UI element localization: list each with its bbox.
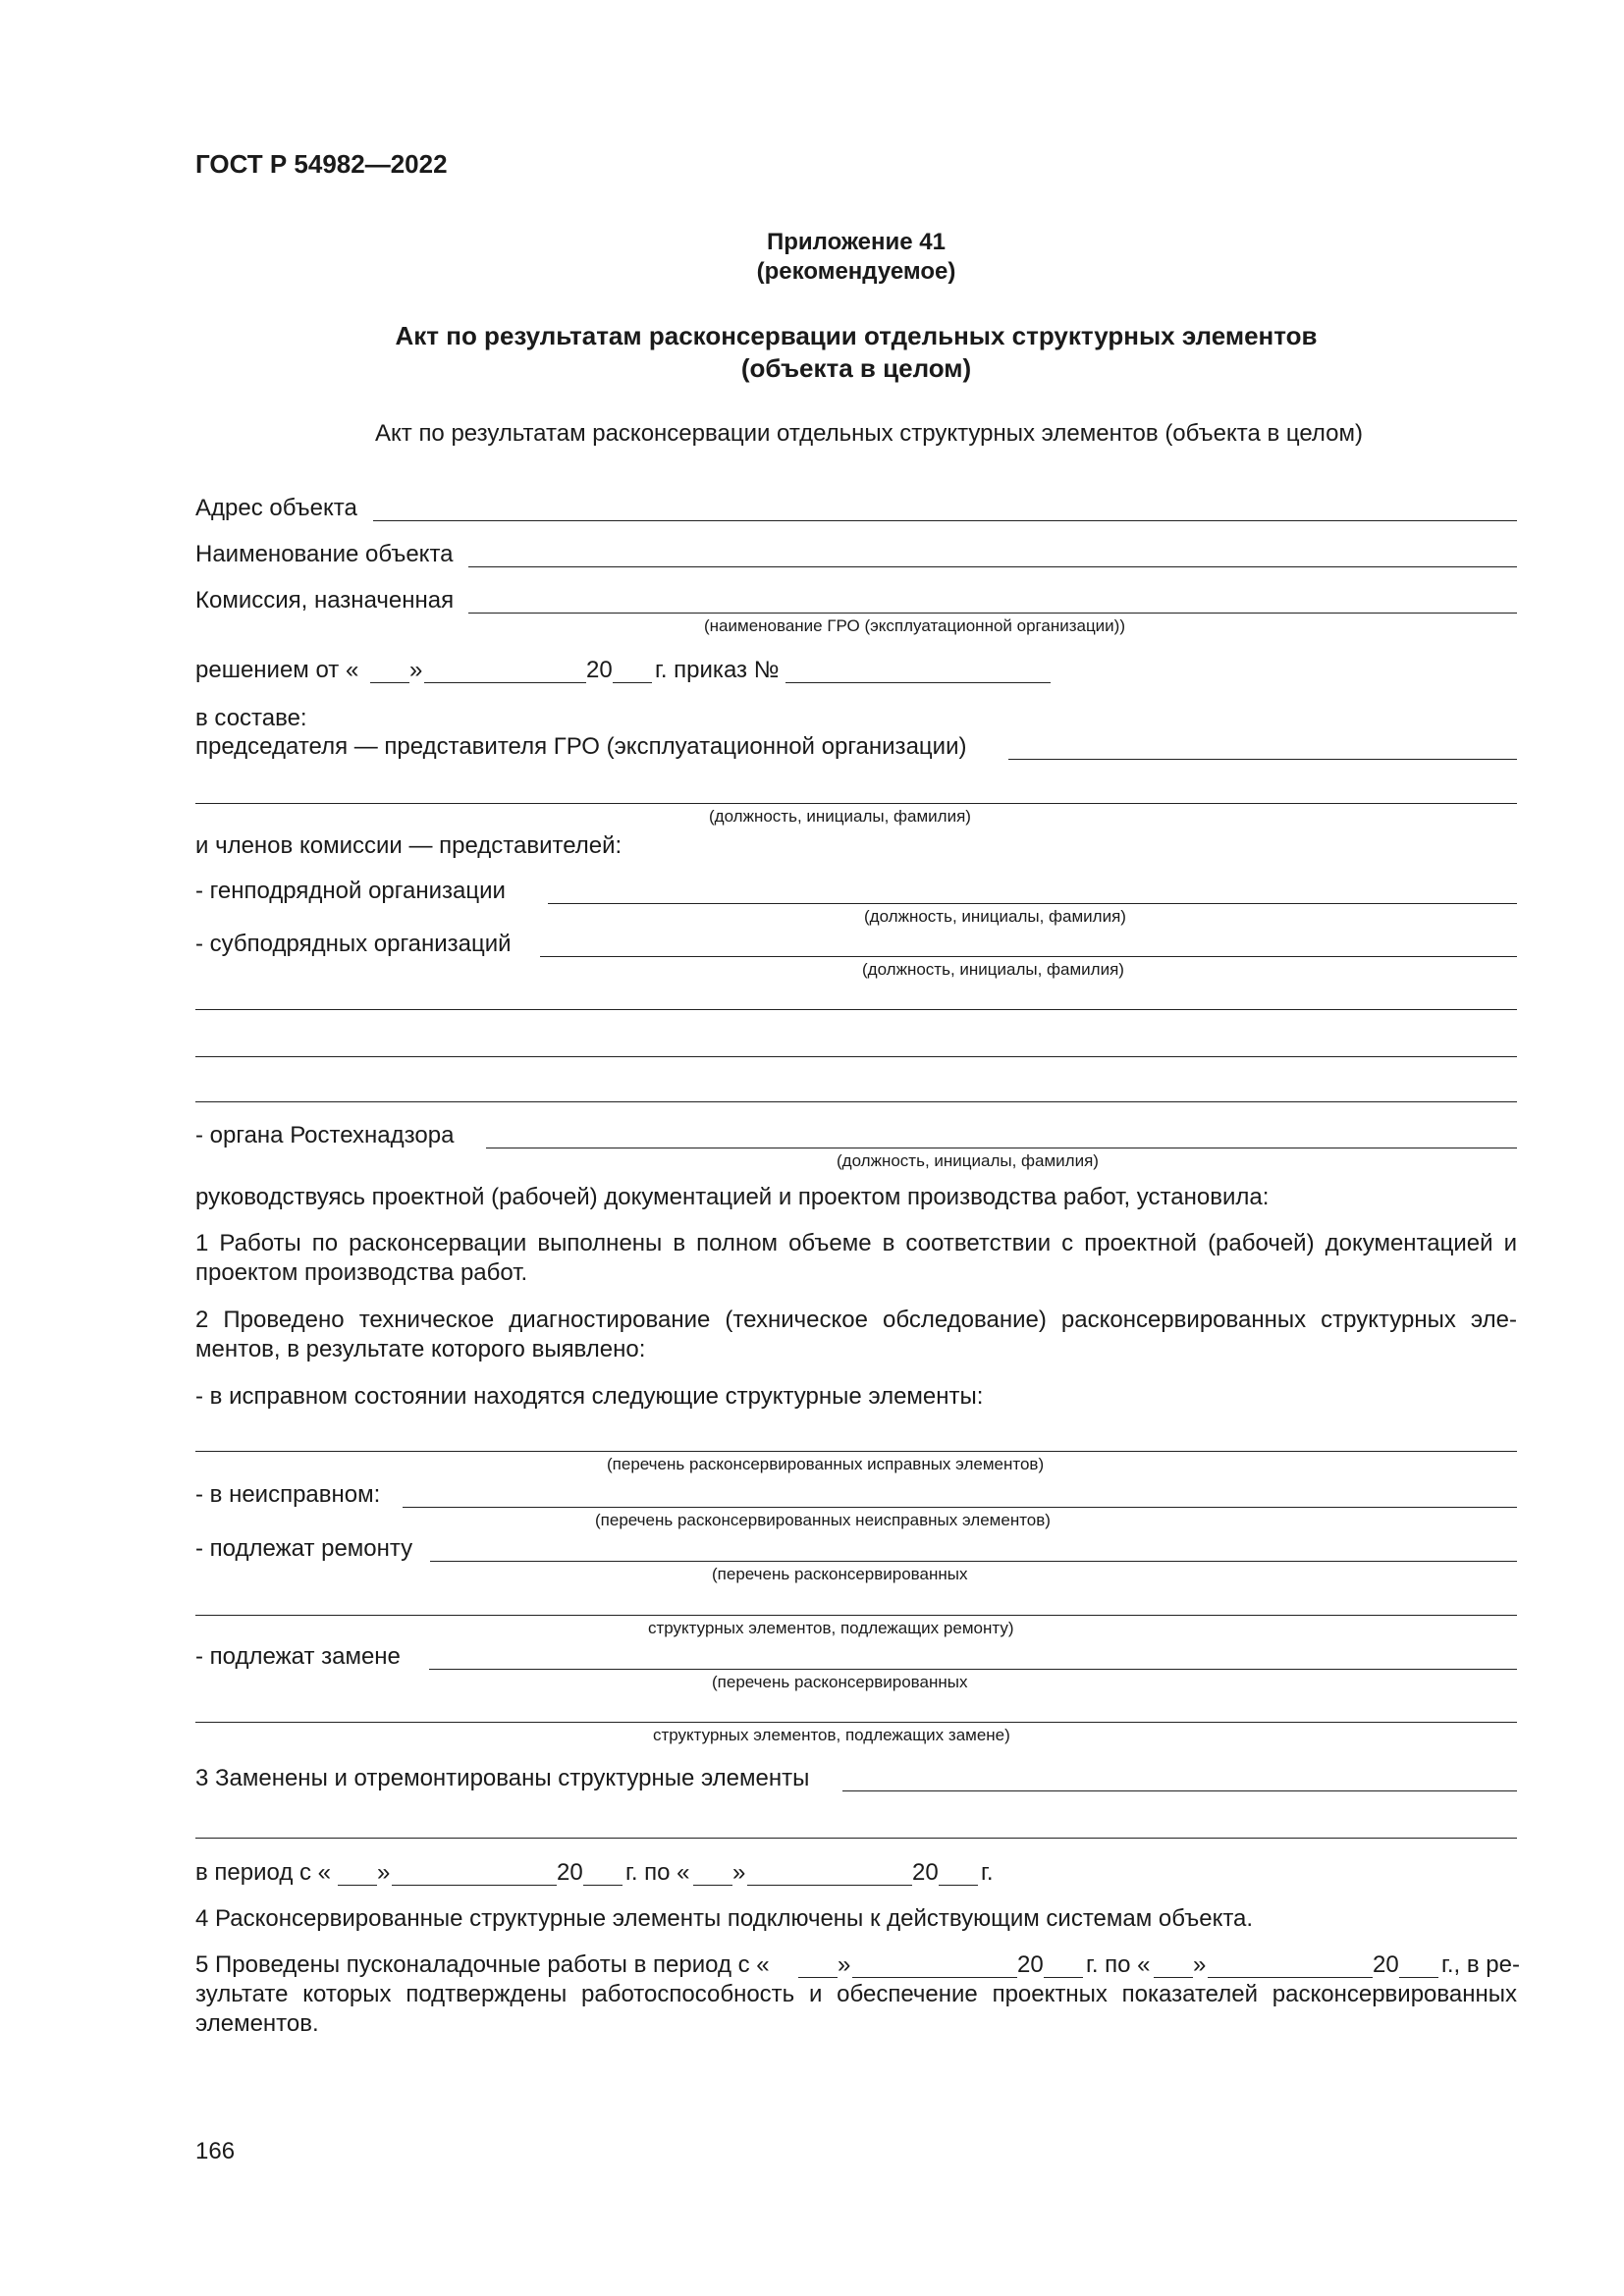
- item-5-start-year-line[interactable]: [1044, 1977, 1083, 1978]
- item-5-start-year-prefix: 20: [1017, 1951, 1044, 1978]
- decision-label: решением от «: [195, 657, 359, 683]
- blank-line-2[interactable]: [195, 1056, 1517, 1057]
- item-5-end-year-prefix: 20: [1373, 1951, 1399, 1978]
- address-label: Адрес объекта: [195, 495, 357, 521]
- faulty-line[interactable]: [403, 1507, 1517, 1508]
- repair-caption-1: (перечень расконсервированных: [712, 1565, 968, 1583]
- item-5-to-label: г. по «: [1086, 1951, 1151, 1978]
- item-5-end-year-line[interactable]: [1399, 1977, 1438, 1978]
- replace-caption-1: (перечень расконсервированных: [712, 1673, 968, 1691]
- guided-text: руководствуясь проектной (рабочей) документацией и проектом производства работ, установила:: [195, 1184, 1270, 1210]
- period-label: в период с «: [195, 1859, 332, 1886]
- item-5-close-quote: »: [838, 1951, 851, 1978]
- decision-year-prefix: 20: [586, 657, 613, 683]
- commission-caption: (наименование ГРО (эксплуатационной организации)): [704, 616, 1126, 635]
- act-title-line-2: (объекта в целом): [740, 353, 972, 383]
- period-start-year-line[interactable]: [583, 1885, 623, 1886]
- replace-line-2[interactable]: [195, 1722, 1517, 1723]
- replace-label: - подлежат замене: [195, 1643, 401, 1670]
- address-line[interactable]: [373, 520, 1517, 521]
- subcontractors-caption: (должность, инициалы, фамилия): [862, 960, 1124, 979]
- blank-line-1[interactable]: [195, 1009, 1517, 1010]
- decision-year-line[interactable]: [613, 682, 652, 683]
- working-elements-line[interactable]: [195, 1451, 1517, 1452]
- period-close-quote: »: [377, 1859, 391, 1886]
- object-name-label: Наименование объекта: [195, 541, 454, 567]
- blank-line-3[interactable]: [195, 1101, 1517, 1102]
- item-5-start-day-line[interactable]: [798, 1977, 838, 1978]
- item-5-label: 5 Проведены пусконаладочные работы в период с «: [195, 1951, 770, 1978]
- object-name-line[interactable]: [468, 566, 1517, 567]
- period-end-year-line[interactable]: [939, 1885, 978, 1886]
- rostekhnadzor-label: - органа Ростехнадзора: [195, 1122, 455, 1148]
- period-close-quote-2: »: [732, 1859, 746, 1886]
- item-3-text: 3 Заменены и отремонтированы структурные элементы: [195, 1765, 810, 1791]
- item-4-text: 4 Расконсервированные структурные элементы подключены к действующим системам объекта.: [195, 1905, 1254, 1932]
- decision-close-quote: »: [409, 657, 423, 683]
- subcontractors-line[interactable]: [540, 956, 1517, 957]
- item-5-end-month-line[interactable]: [1208, 1977, 1373, 1978]
- faulty-caption: (перечень расконсервированных неисправных элементов): [595, 1511, 1051, 1529]
- period-start-month-line[interactable]: [392, 1885, 557, 1886]
- item-5-continuation: зультате которых подтверждены работоспособность и обеспечение проектных показателей расконсервированных элементов.: [195, 1981, 1517, 2037]
- commission-label: Комиссия, назначенная: [195, 587, 455, 614]
- working-elements-label: - в исправном состоянии находятся следующие структурные элементы:: [195, 1383, 984, 1410]
- repair-caption-2: структурных элементов, подлежащих ремонту): [648, 1619, 1014, 1637]
- commission-line[interactable]: [468, 613, 1517, 614]
- period-end-suffix: г.: [981, 1859, 994, 1886]
- composition-label: в составе:: [195, 705, 307, 731]
- chairman-line-2[interactable]: [195, 803, 1517, 804]
- period-to-label: г. по «: [625, 1859, 690, 1886]
- item-1-text: 1 Работы по расконсервации выполнены в полном объеме в соответствии с проектной (рабочей) документацией и проектом производства работ.: [195, 1230, 1517, 1286]
- period-end-day-line[interactable]: [693, 1885, 732, 1886]
- item-5-end-day-line[interactable]: [1154, 1977, 1193, 1978]
- item-5-tail: г., в ре-: [1441, 1951, 1520, 1978]
- period-start-day-line[interactable]: [338, 1885, 377, 1886]
- general-contractor-line[interactable]: [548, 903, 1517, 904]
- subcontractors-label: - субподрядных организаций: [195, 931, 512, 957]
- repair-label: - подлежат ремонту: [195, 1535, 413, 1562]
- general-contractor-label: - генподрядной организации: [195, 878, 506, 904]
- decision-day-line[interactable]: [370, 682, 409, 683]
- item-5-start-month-line[interactable]: [852, 1977, 1017, 1978]
- item-3-line[interactable]: [842, 1790, 1517, 1791]
- item-3-line-2[interactable]: [195, 1838, 1517, 1839]
- page-number: 166: [195, 2138, 236, 2164]
- repair-line[interactable]: [430, 1561, 1517, 1562]
- act-title-line-1: Акт по результатам расконсервации отдельных структурных элементов: [395, 321, 1318, 350]
- decision-order-label: г. приказ №: [655, 657, 780, 683]
- period-end-month-line[interactable]: [747, 1885, 912, 1886]
- working-elements-caption: (перечень расконсервированных исправных элементов): [607, 1455, 1045, 1473]
- faulty-label: - в неисправном:: [195, 1481, 381, 1508]
- act-subtitle: Акт по результатам расконсервации отдельных структурных элементов (объекта в целом): [375, 420, 1364, 447]
- decision-order-line[interactable]: [785, 682, 1051, 683]
- replace-line[interactable]: [429, 1669, 1517, 1670]
- item-5-close-quote-2: »: [1193, 1951, 1207, 1978]
- chairman-line[interactable]: [1008, 759, 1517, 760]
- repair-line-2[interactable]: [195, 1615, 1517, 1616]
- period-end-year-prefix: 20: [912, 1859, 939, 1886]
- annex-title: Приложение 41: [767, 229, 946, 255]
- general-contractor-caption: (должность, инициалы, фамилия): [864, 907, 1126, 926]
- item-2-text: 2 Проведено техническое диагностирование (техническое обследование) расконсервированных структурных эле-ментов, в результате которого выявлено:: [195, 1307, 1517, 1362]
- replace-caption-2: структурных элементов, подлежащих замене): [653, 1726, 1010, 1744]
- members-label: и членов комиссии — представителей:: [195, 832, 623, 859]
- rostekhnadzor-caption: (должность, инициалы, фамилия): [837, 1151, 1099, 1170]
- annex-status: (рекомендуемое): [756, 258, 956, 285]
- chairman-label: председателя — представителя ГРО (эксплуатационной организации): [195, 733, 967, 760]
- chairman-caption: (должность, инициалы, фамилия): [709, 807, 971, 826]
- period-start-year-prefix: 20: [557, 1859, 583, 1886]
- decision-month-line[interactable]: [424, 682, 586, 683]
- document-standard-number: ГОСТ Р 54982—2022: [195, 149, 448, 179]
